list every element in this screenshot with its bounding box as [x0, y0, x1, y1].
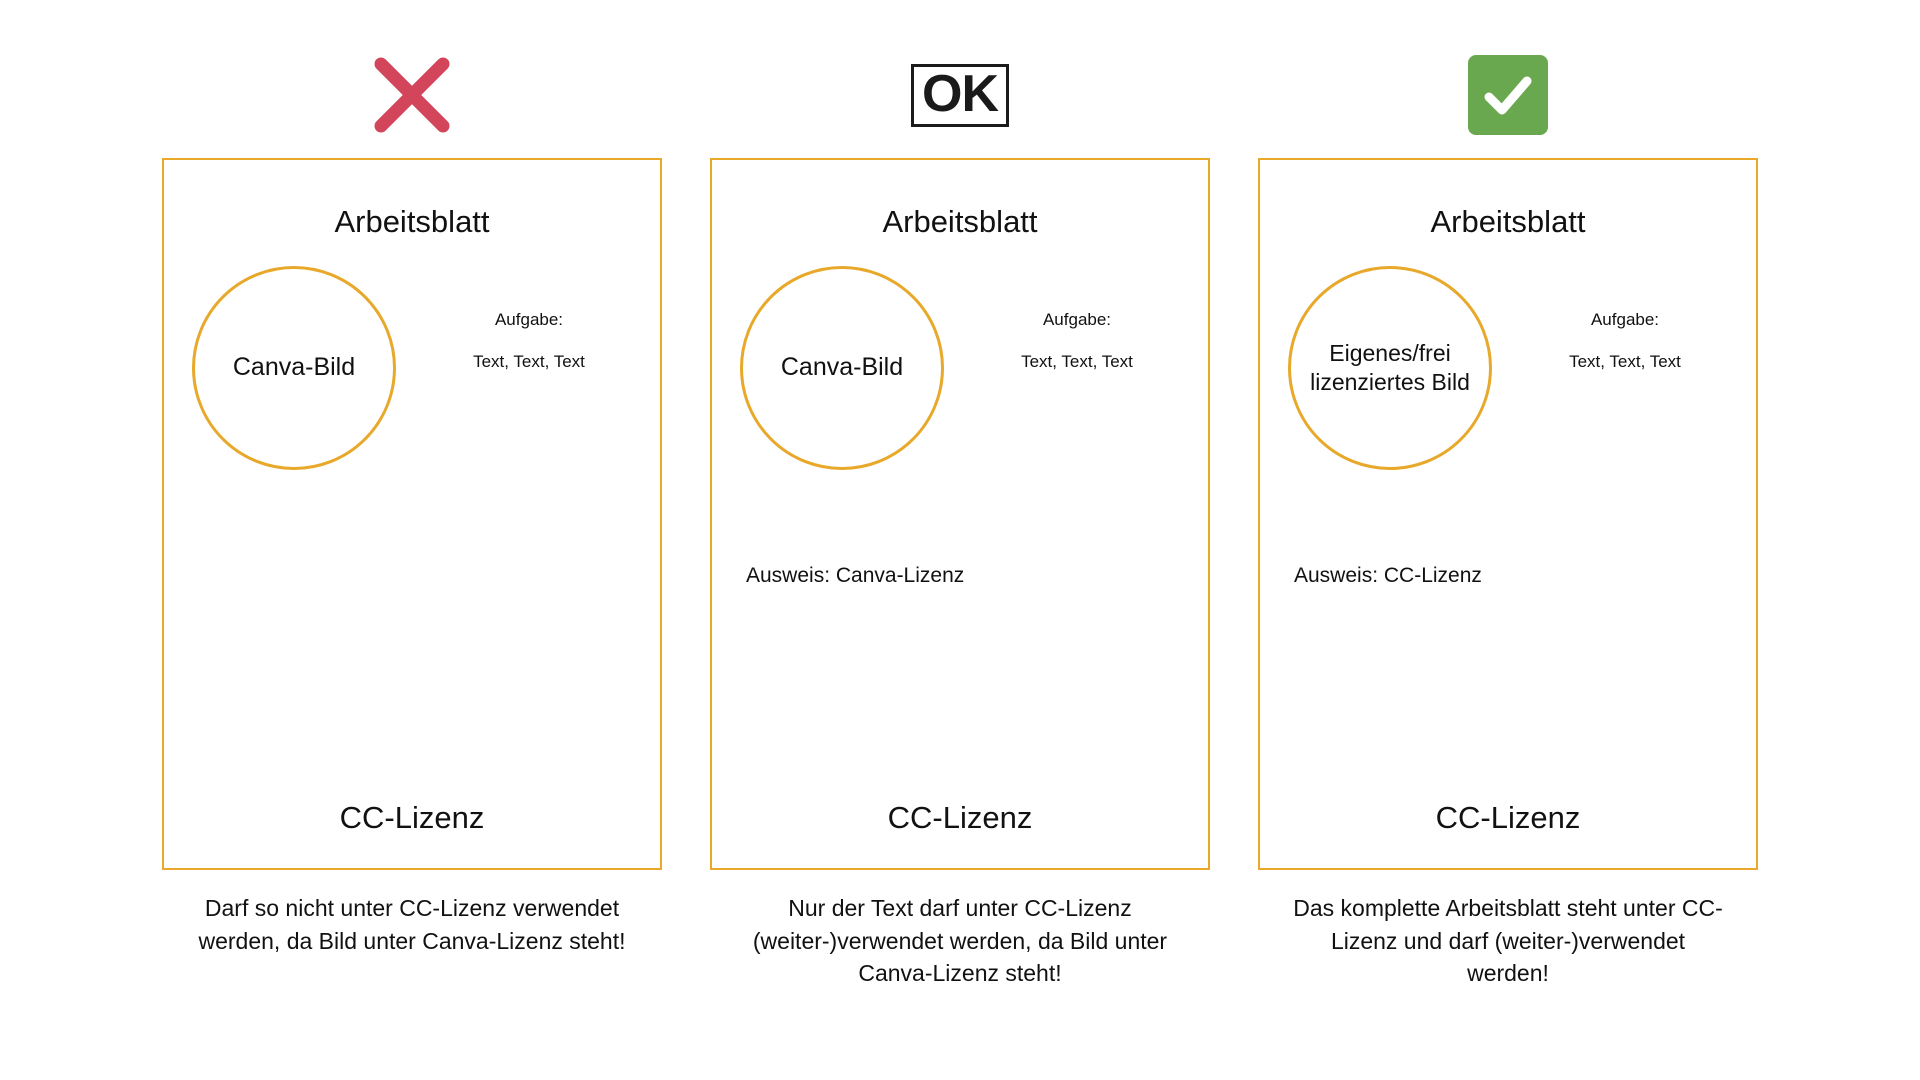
- scenario-caption-1: Darf so nicht unter CC-Lizenz verwendet werden, da Bild unter Canva-Lizenz steht!: [198, 895, 626, 954]
- task-label: Aufgabe:: [1042, 310, 1112, 329]
- task-label: Aufgabe:: [494, 310, 564, 329]
- image-placeholder-circle: Eigenes/frei lizenziertes Bild: [1288, 266, 1492, 470]
- image-placeholder-circle: Canva-Bild: [192, 266, 396, 470]
- scenario-caption-3: Das komplette Arbeitsblatt steht unter CC-Lizenz und darf (weiter-)verwendet werden!: [1293, 895, 1723, 987]
- task-label: Aufgabe:: [1590, 310, 1660, 329]
- task-block: [414, 310, 644, 372]
- license-note: Ausweis: Canva-Lizenz: [746, 564, 965, 587]
- task-text: Text, Text, Text: [1569, 352, 1681, 371]
- worksheet-card-1: [162, 158, 662, 870]
- status-mark-2: [911, 40, 1009, 150]
- task-text: Text, Text, Text: [1021, 352, 1133, 371]
- worksheet-body: [712, 266, 1208, 587]
- worksheet-body: [1260, 266, 1756, 587]
- task-block: [962, 310, 1192, 372]
- scenario-column-2: [710, 40, 1210, 990]
- worksheet-footer-license: CC-Lizenz: [1435, 800, 1581, 835]
- task-text: Text, Text, Text: [473, 352, 585, 371]
- scenario-column-3: [1258, 40, 1758, 990]
- worksheet-body: [164, 266, 660, 496]
- task-block: [1510, 310, 1740, 372]
- worksheet-card-3: [1258, 158, 1758, 870]
- ok-box-icon: OK: [911, 64, 1009, 127]
- worksheet-title: Arbeitsblatt: [1430, 204, 1586, 239]
- worksheet-title: Arbeitsblatt: [334, 204, 490, 239]
- cross-icon: [367, 50, 457, 140]
- status-mark-1: [367, 40, 457, 150]
- license-note: Ausweis: CC-Lizenz: [1294, 564, 1482, 587]
- check-icon: [1468, 55, 1548, 135]
- status-mark-3: [1468, 40, 1548, 150]
- scenario-caption-2: Nur der Text darf unter CC-Lizenz (weiter-)verwendet werden, da Bild unter Canva-Lizenz steht!: [752, 895, 1168, 987]
- worksheet-footer-license: CC-Lizenz: [339, 800, 485, 835]
- worksheet-title: Arbeitsblatt: [882, 204, 1038, 239]
- scenario-column-1: [162, 40, 662, 957]
- worksheet-card-2: [710, 158, 1210, 870]
- worksheet-footer-license: CC-Lizenz: [887, 800, 1033, 835]
- image-placeholder-circle: Canva-Bild: [740, 266, 944, 470]
